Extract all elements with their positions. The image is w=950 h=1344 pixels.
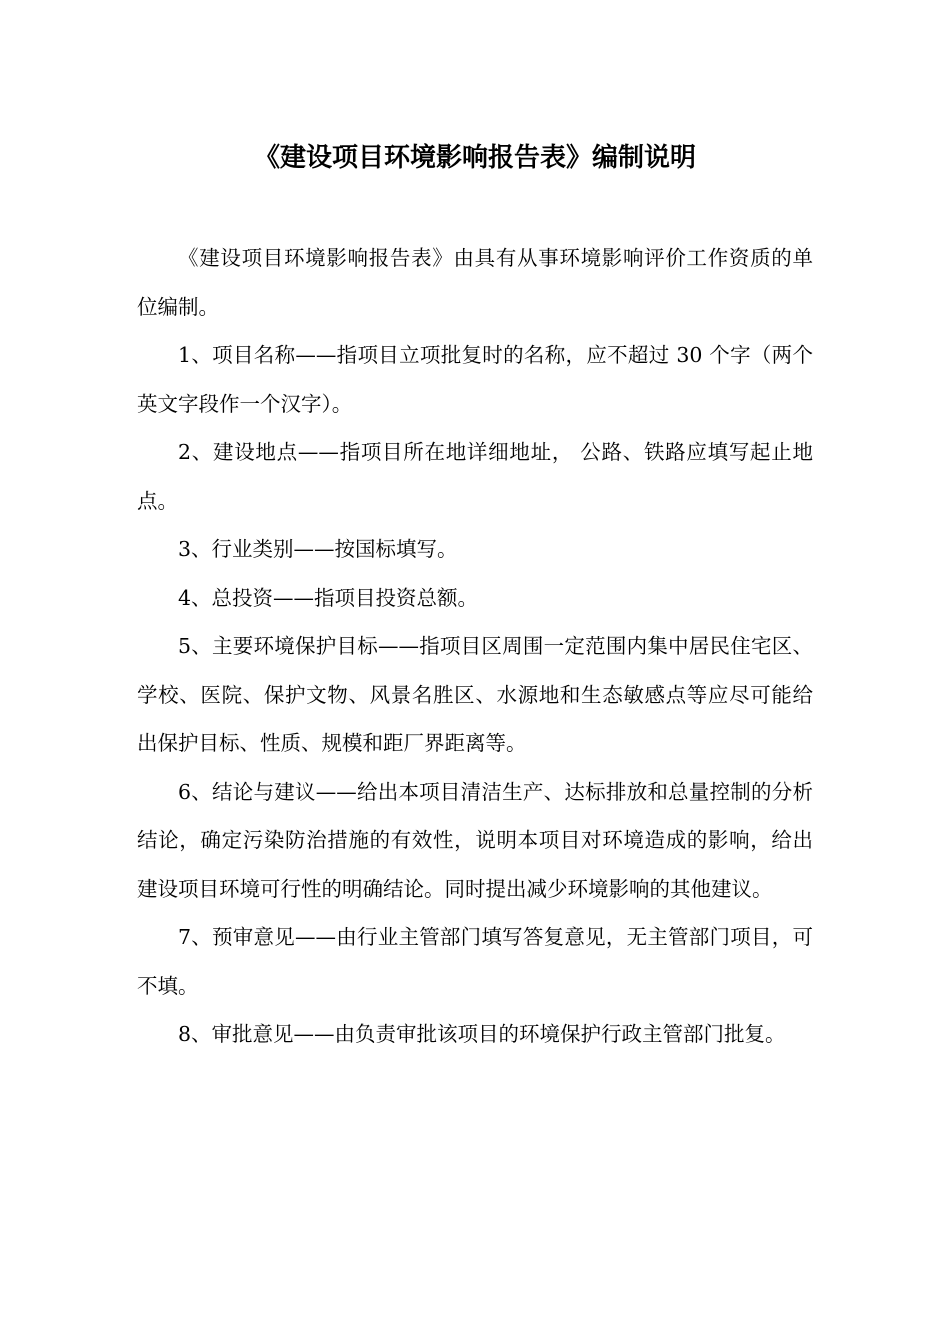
document-body (137, 234, 813, 1059)
item-construction-site: 2、建设地点——指项目所在地详细地址， 公路、铁路应填写起止地点。 (137, 440, 813, 513)
item-project-name: 1、项目名称——指项目立项批复时的名称，应不超过 30 个字（两个英文字段作一个汉字）。 (137, 343, 813, 416)
intro-paragraph: 《建设项目环境影响报告表》由具有从事环境影响评价工作资质的单位编制。 (137, 246, 813, 319)
document-title: 《建设项目环境影响报告表》编制说明 (253, 143, 696, 173)
item-preliminary-review: 7、预审意见——由行业主管部门填写答复意见，无主管部门项目，可不填。 (137, 925, 813, 998)
item-conclusions: 6、结论与建议——给出本项目清洁生产、达标排放和总量控制的分析结论，确定污染防治措施的有效性，说明本项目对环境造成的影响，给出建设项目环境可行性的明确结论。同时提出减少环境影响的其他建议。 (137, 779, 813, 901)
item-approval-opinion: 8、审批意见——由负责审批该项目的环境保护行政主管部门批复。 (178, 1022, 786, 1046)
item-protection-targets: 5、主要环境保护目标——指项目区周围一定范围内集中居民住宅区、学校、医院、保护文物、风景名胜区、水源地和生态敏感点等应尽可能给出保护目标、性质、规模和距厂界距离等。 (137, 634, 813, 755)
item-total-investment: 4、总投资——指项目投资总额。 (178, 585, 479, 610)
item-industry-category: 3、行业类别——按国标填写。 (178, 537, 458, 561)
